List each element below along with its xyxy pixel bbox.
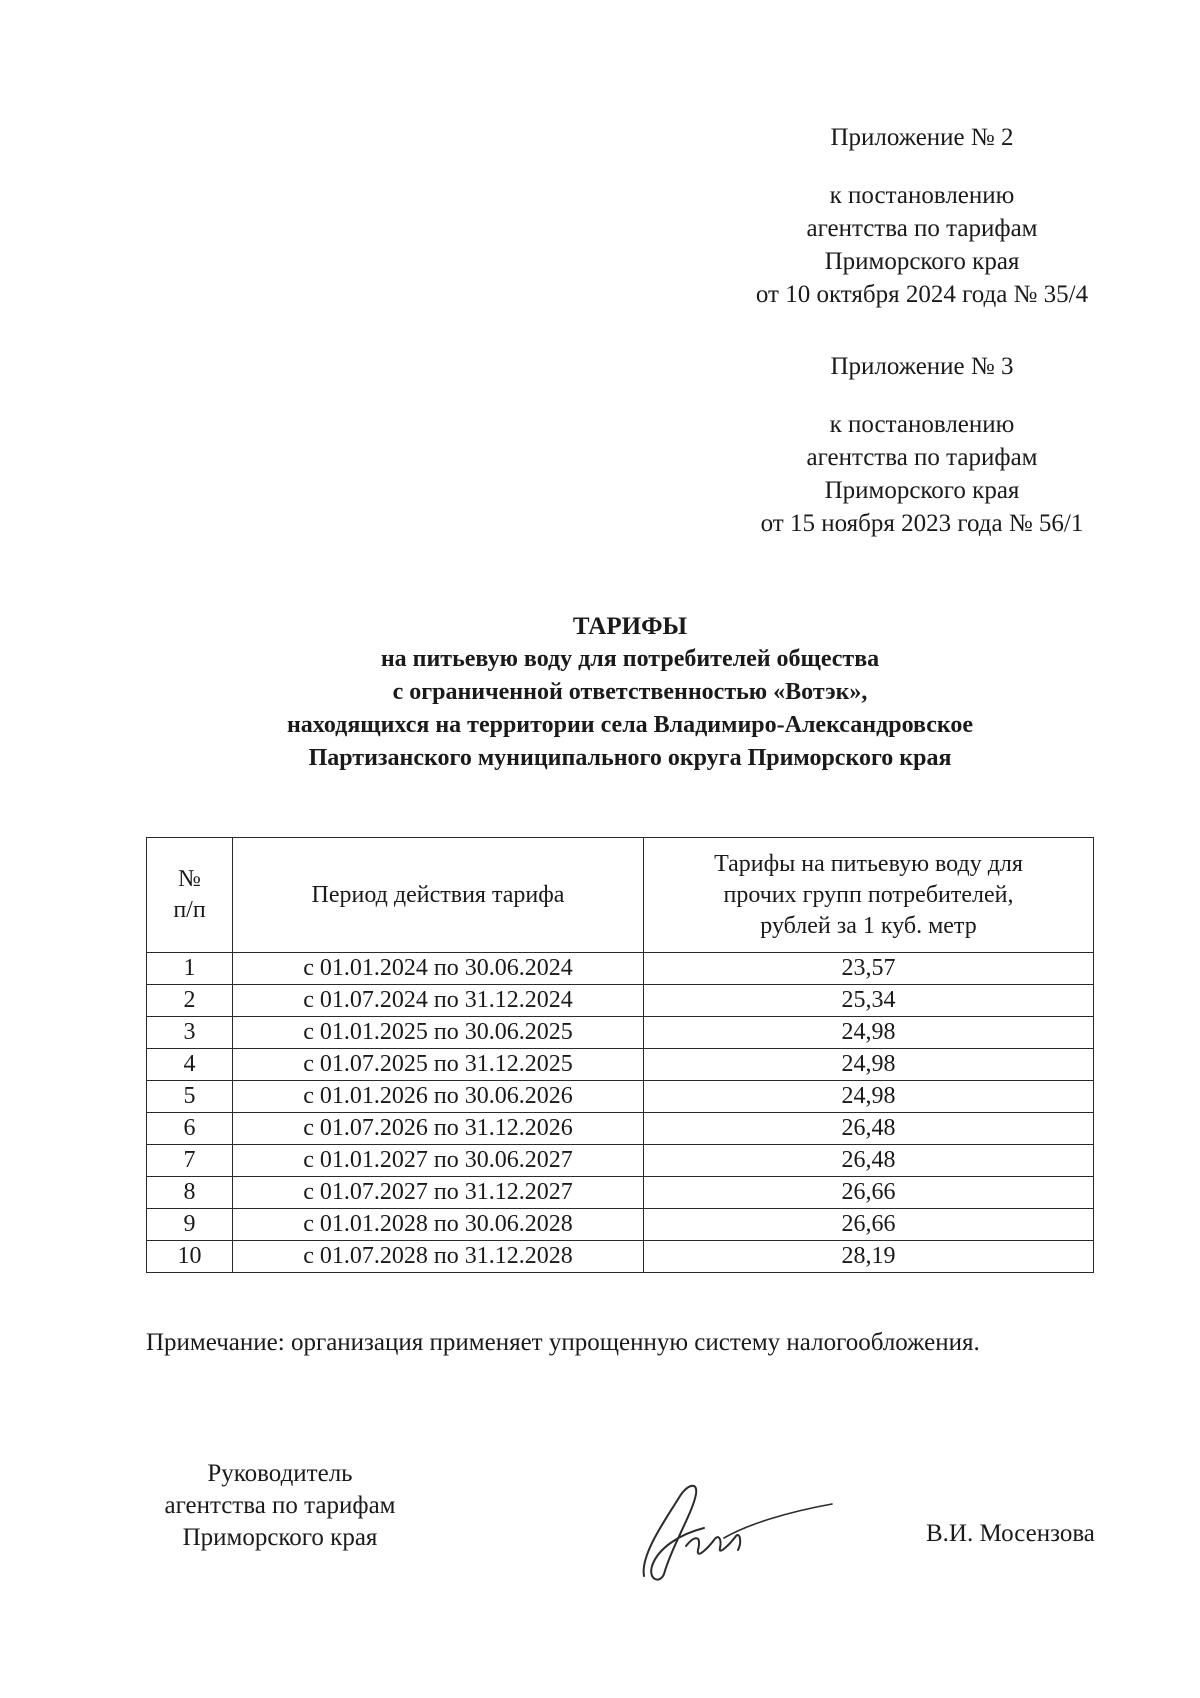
table-row [147,1241,1094,1273]
signer-position-line: агентства по тарифам [164,1492,396,1519]
table-row [147,1081,1094,1113]
table-row [147,1209,1094,1241]
table-row [147,953,1094,985]
row-period: с 01.01.2028 по 30.06.2028 [233,1209,644,1241]
tax-note: Примечание: организация применяет упрощенную систему налогообложения. [146,1329,980,1356]
appendix-2-line: Приморского края [824,248,1020,275]
header-num-line: п/п [173,897,206,923]
table-row [147,1177,1094,1209]
header-period: Период действия тарифа [233,838,644,953]
row-tariff: 24,98 [644,1081,1094,1113]
title-line: на питьевую воду для потребителей общества [380,646,880,672]
header-tariff [644,838,1094,953]
document-title [140,610,1120,775]
row-num: 4 [147,1049,233,1081]
row-num: 6 [147,1113,233,1145]
row-period: с 01.07.2027 по 31.12.2027 [233,1177,644,1209]
appendix-3-line: Приморского края [824,477,1020,504]
appendix-2-line: к постановлению [829,182,1015,209]
header-num-line: № [178,866,201,892]
appendix-3-line: агентства по тарифам [806,444,1038,471]
row-num: 9 [147,1209,233,1241]
table-row [147,1145,1094,1177]
row-num: 8 [147,1177,233,1209]
row-period: с 01.01.2026 по 30.06.2026 [233,1081,644,1113]
row-period: с 01.07.2026 по 31.12.2026 [233,1113,644,1145]
row-tariff: 24,98 [644,1017,1094,1049]
row-num: 1 [147,953,233,985]
row-tariff: 26,66 [644,1209,1094,1241]
appendix-3-heading: Приложение № 3 [830,353,1014,380]
appendix-2-line: от 10 октября 2024 года № 35/4 [755,281,1089,308]
handwritten-signature [638,1476,838,1586]
title-line: находящихся на территории села Владимиро-Александровское [286,712,974,738]
header-tariff-line: рублей за 1 куб. метр [760,912,977,939]
row-tariff: 26,66 [644,1177,1094,1209]
row-period: с 01.01.2024 по 30.06.2024 [233,953,644,985]
title-line: с ограниченной ответственностью «Вотэк», [392,679,868,705]
row-period: с 01.01.2027 по 30.06.2027 [233,1145,644,1177]
header-tariff-line: Тарифы на питьевую воду для [714,850,1023,877]
signer-position-line: Приморского края [182,1524,378,1551]
appendix-2-line: агентства по тарифам [806,215,1038,242]
row-period: с 01.07.2025 по 31.12.2025 [233,1049,644,1081]
row-num: 10 [147,1241,233,1273]
appendix-3-line: к постановлению [829,411,1015,438]
table-row [147,985,1094,1017]
row-tariff: 23,57 [644,953,1094,985]
signer-name: В.И. Мосензова [926,1520,1095,1547]
header-num [147,838,233,953]
row-num: 5 [147,1081,233,1113]
row-period: с 01.01.2025 по 30.06.2025 [233,1017,644,1049]
row-period: с 01.07.2024 по 31.12.2024 [233,985,644,1017]
table-header-row [147,838,1094,953]
row-tariff: 26,48 [644,1145,1094,1177]
appendix-2-block [722,121,1122,311]
row-num: 2 [147,985,233,1017]
appendix-3-block [722,350,1122,540]
row-tariff: 26,48 [644,1113,1094,1145]
row-tariff: 25,34 [644,985,1094,1017]
tariff-table [146,837,1094,1273]
table-row [147,1049,1094,1081]
appendix-3-line: от 15 ноября 2023 года № 56/1 [760,510,1084,537]
table-row [147,1113,1094,1145]
main-title: ТАРИФЫ [572,613,688,640]
title-line: Партизанского муниципального округа Приморского края [308,745,952,771]
table-row [147,1017,1094,1049]
row-tariff: 24,98 [644,1049,1094,1081]
row-tariff: 28,19 [644,1241,1094,1273]
appendix-2-heading: Приложение № 2 [830,124,1014,151]
header-tariff-line: прочих групп потребителей, [723,881,1014,908]
row-num: 7 [147,1145,233,1177]
signer-position-line: Руководитель [207,1460,353,1487]
signer-position [140,1458,420,1554]
row-period: с 01.07.2028 по 31.12.2028 [233,1241,644,1273]
row-num: 3 [147,1017,233,1049]
